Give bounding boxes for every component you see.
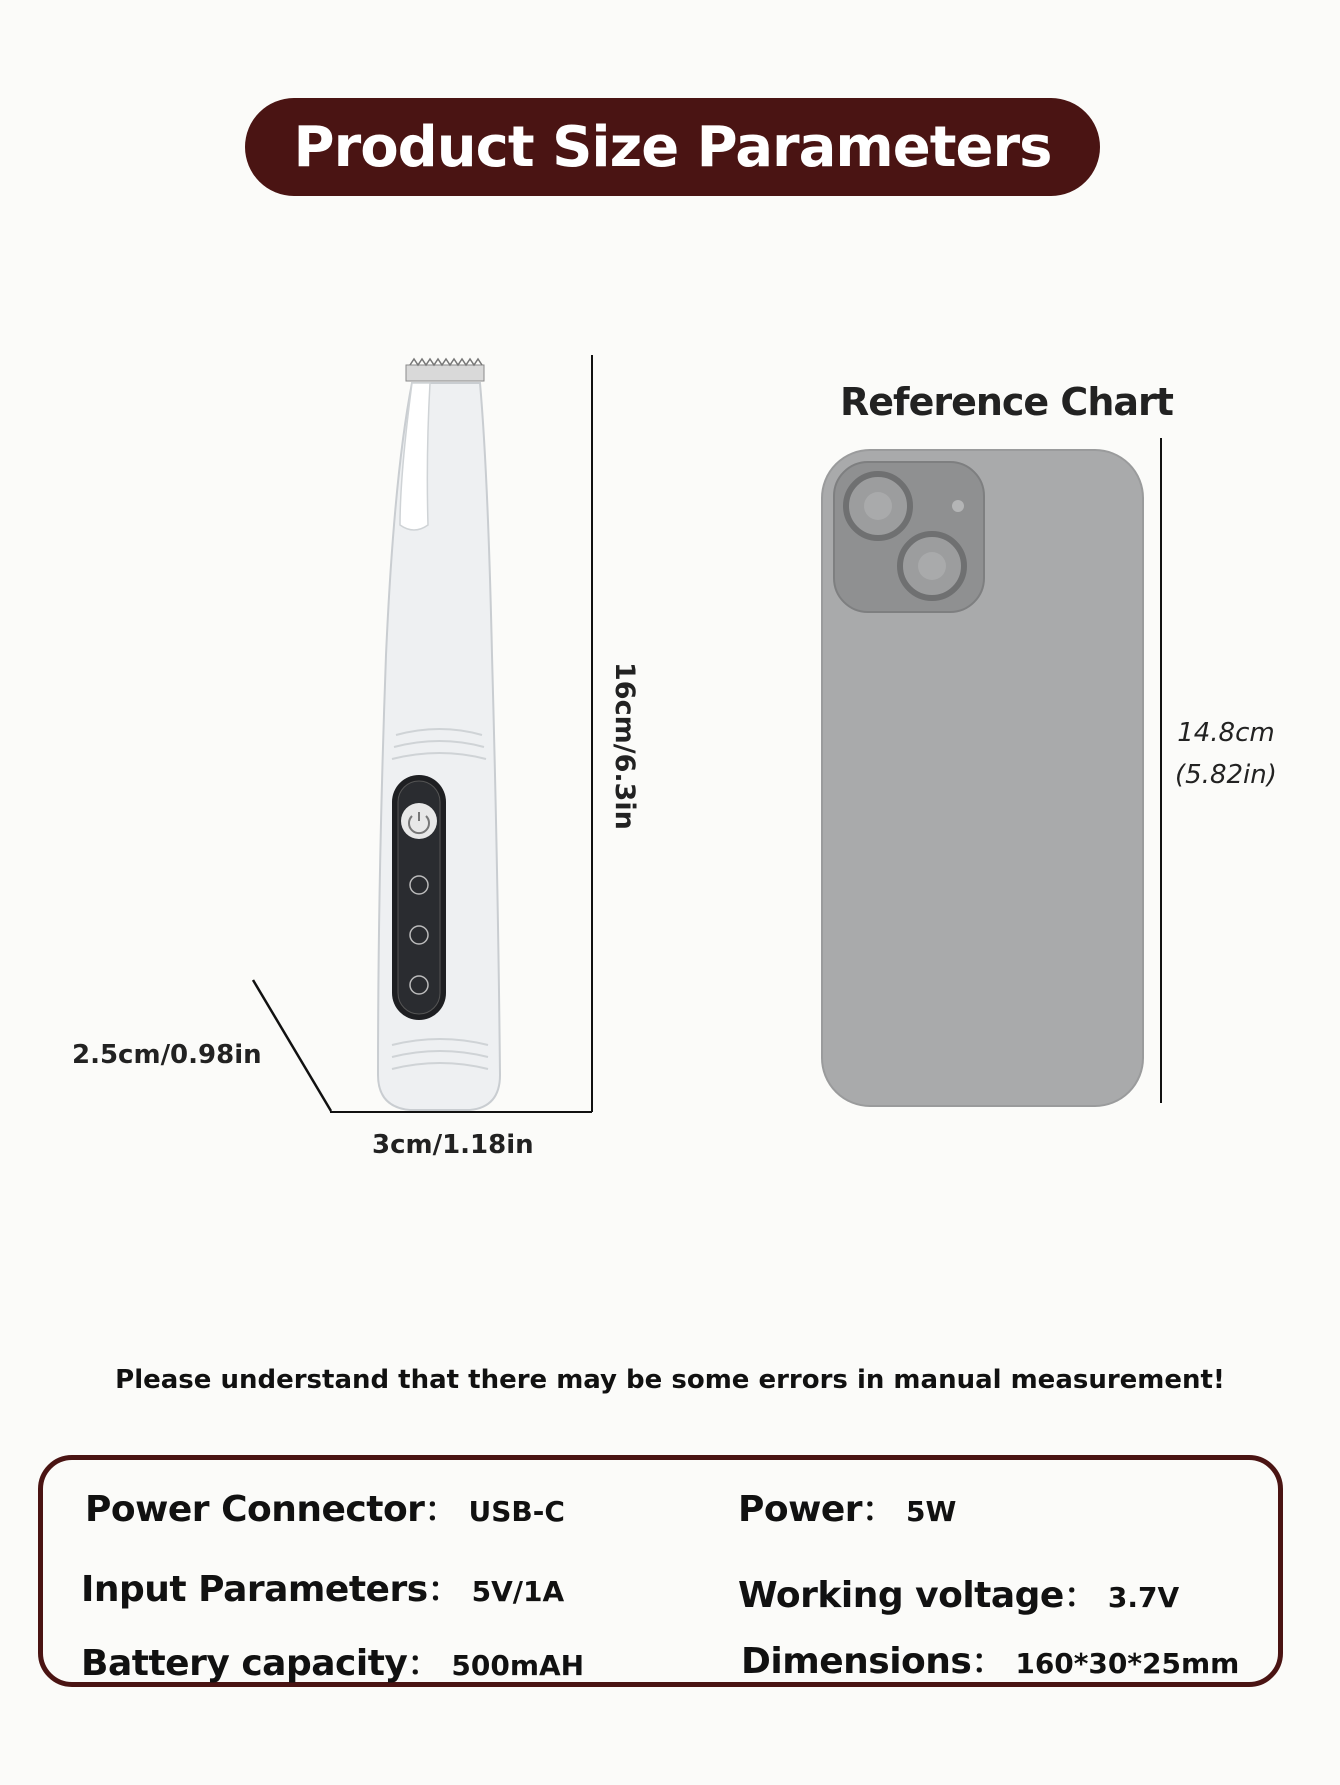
spec-label: Battery capacity [81, 1643, 408, 1684]
trimmer-image [370, 355, 520, 1115]
width-dimension-line [330, 1111, 592, 1113]
spec-value: USB-C [468, 1495, 565, 1528]
spec-colon: ： [971, 1642, 1006, 1682]
spec-input-parameters [81, 1562, 564, 1611]
spec-value: 3.7V [1107, 1581, 1180, 1614]
spec-label: Power Connector [85, 1489, 425, 1530]
spec-value: 5W [906, 1495, 957, 1528]
spec-value: 160*30*25mm [1015, 1647, 1240, 1680]
spec-power-connector [85, 1482, 565, 1531]
spec-label: Working voltage [738, 1575, 1064, 1616]
height-dimension-line [591, 355, 593, 1112]
phone-image [820, 448, 1145, 1108]
specs-box [38, 1455, 1283, 1687]
reference-height-label [1175, 712, 1277, 796]
spec-value: 500mAH [451, 1649, 585, 1682]
spec-dimensions [741, 1634, 1239, 1683]
reference-height-cm: 14.8cm [1177, 718, 1275, 748]
spec-label: Dimensions [741, 1641, 972, 1682]
spec-power [738, 1482, 956, 1531]
spec-label: Input Parameters [81, 1569, 428, 1610]
spec-colon: ： [1063, 1576, 1098, 1616]
spec-battery-capacity [81, 1636, 584, 1685]
spec-colon: ： [862, 1490, 897, 1530]
spec-colon: ： [424, 1490, 459, 1530]
spec-working-voltage [738, 1568, 1179, 1617]
height-label: 16cm/6.3in [609, 662, 640, 830]
reference-chart-title: Reference Chart [840, 380, 1173, 424]
spec-colon: ： [407, 1644, 442, 1684]
page-title: Product Size Parameters [293, 114, 1052, 180]
measurement-note: Please understand that there may be some errors in manual measurement! [115, 1365, 1225, 1395]
title-banner [245, 98, 1100, 196]
width-label: 3cm/1.18in [372, 1130, 534, 1160]
spec-label: Power [738, 1489, 863, 1530]
depth-label: 2.5cm/0.98in [72, 1040, 262, 1070]
reference-height-in: (5.82in) [1175, 760, 1277, 790]
reference-height-line [1160, 438, 1162, 1103]
spec-value: 5V/1A [471, 1575, 565, 1608]
spec-colon: ： [427, 1570, 462, 1610]
